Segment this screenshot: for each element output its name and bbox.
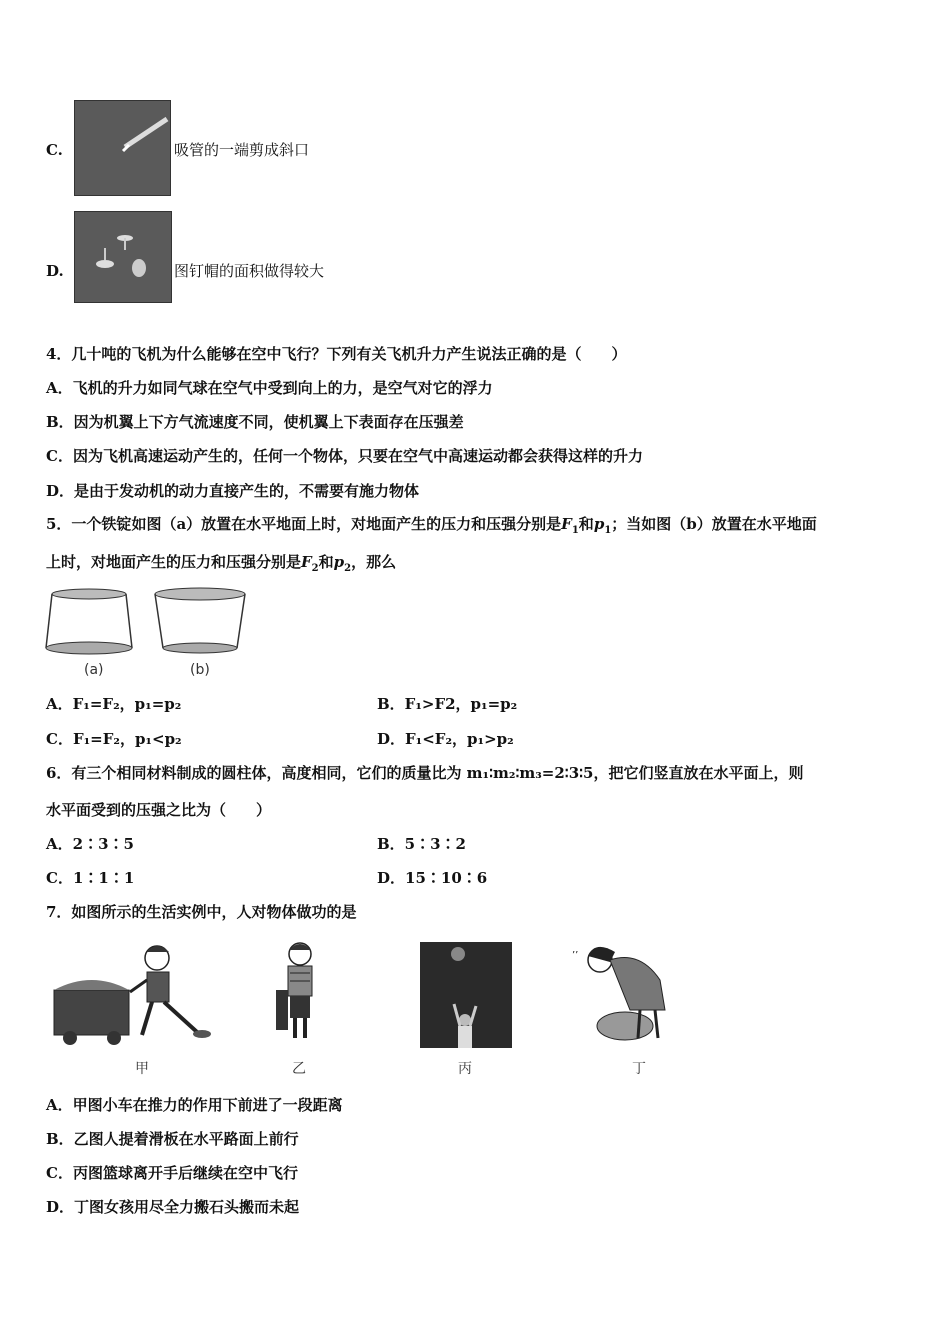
q5-stem2b: ，那么: [351, 553, 397, 571]
figure-ding-lifting-stone: [570, 940, 685, 1050]
q4-stem: 4．几十吨的飞机为什么能够在空中飞行？下列有关飞机升力产生说法正确的是（ ）: [46, 345, 627, 363]
q6-option-c: C．1∶1∶1: [46, 869, 135, 887]
ingot-figure: [44, 586, 254, 662]
svg-text:’’: ’’: [572, 950, 579, 961]
figure-bing-basketball: [420, 942, 512, 1048]
q4-option-a: A．飞机的升力如同气球在空气中受到向上的力，是空气对它的浮力: [46, 379, 493, 397]
fig-label-ding: 丁: [632, 1061, 646, 1077]
q5-stem-line2: [46, 552, 396, 579]
q6-stem-line1: 6．有三个相同材料制成的圆柱体，高度相同，它们的质量比为 m₁∶m₂∶m₃=2∶3∶5，把它们竖直放在水平面上，则: [46, 764, 804, 782]
q7-option-d: D．丁图女孩用尽全力搬石头搬而未起: [46, 1198, 300, 1216]
q6-option-b: B．5∶3∶2: [377, 835, 466, 853]
q7-stem: 7．如图所示的生活实例中，人对物体做功的是: [46, 903, 357, 921]
q5-f2: F: [301, 553, 312, 571]
fig-label-a: (a): [84, 662, 104, 678]
option-c-label: C.: [46, 141, 63, 159]
q5-f1: F: [561, 515, 572, 533]
fig-label-yi: 乙: [292, 1061, 306, 1077]
thumbtack-image: [74, 211, 172, 303]
q7-option-a: A．甲图小车在推力的作用下前进了一段距离: [46, 1096, 343, 1114]
q4-option-b: B．因为机翼上下方气流速度不同，使机翼上下表面存在压强差: [46, 413, 464, 431]
q5-p1-sub: 1: [604, 525, 612, 536]
fig-label-b: (b): [190, 662, 210, 678]
q5-p1: p: [593, 515, 605, 533]
q6-option-d: D．15∶10∶6: [377, 869, 488, 887]
q4-option-c: C．因为飞机高速运动产生的，任何一个物体，只要在空气中高速运动都会获得这样的升力: [46, 447, 643, 465]
q5-p2-sub: 2: [344, 563, 352, 574]
q4-option-d: D．是由于发动机的动力直接产生的，不需要有施力物体: [46, 482, 420, 500]
figure-yi-carrying-board: [270, 940, 330, 1050]
q5-stem2: 上时，对地面产生的压力和压强分别是: [46, 553, 302, 571]
option-d-text: 图钉帽的面积做得较大: [174, 262, 325, 280]
fig-label-bing: 丙: [458, 1061, 472, 1077]
q7-option-c: C．丙图篮球离开手后继续在空中飞行: [46, 1164, 298, 1182]
q5-and1: 和: [578, 515, 594, 533]
fig-label-jia: 甲: [135, 1061, 149, 1077]
straw-image: [74, 100, 171, 196]
q7-option-b: B．乙图人提着滑板在水平路面上前行: [46, 1130, 299, 1148]
q5-f1-sub: 1: [571, 525, 579, 536]
thumbtack-icon: [75, 212, 171, 302]
q5-p2: p: [333, 553, 345, 571]
q5-and2: 和: [318, 553, 334, 571]
q5-option-c: C．F₁=F₂，p₁<p₂: [46, 730, 182, 748]
q6-stem-line2: 水平面受到的压强之比为（ ）: [46, 801, 272, 819]
q5-option-a: A．F₁=F₂，p₁=p₂: [46, 695, 182, 713]
q5-stem1b: ；当如图（b）放置在水平地面: [611, 515, 817, 533]
q5-option-d: D．F₁<F₂，p₁>p₂: [377, 730, 514, 748]
q6-option-a: A．2∶3∶5: [46, 835, 134, 853]
option-c-text: 吸管的一端剪成斜口: [174, 141, 310, 159]
q5-f2-sub: 2: [311, 563, 319, 574]
q5-stem1: 5．一个铁锭如图（a）放置在水平地面上时，对地面产生的压力和压强分别是: [46, 515, 562, 533]
q5-stem-line1: [46, 514, 817, 541]
q5-option-b: B．F₁>F2，p₁=p₂: [377, 695, 518, 713]
straw-icon: [75, 101, 170, 195]
figure-jia-pushing-cart: [52, 940, 217, 1050]
option-d-label: D.: [46, 262, 64, 280]
